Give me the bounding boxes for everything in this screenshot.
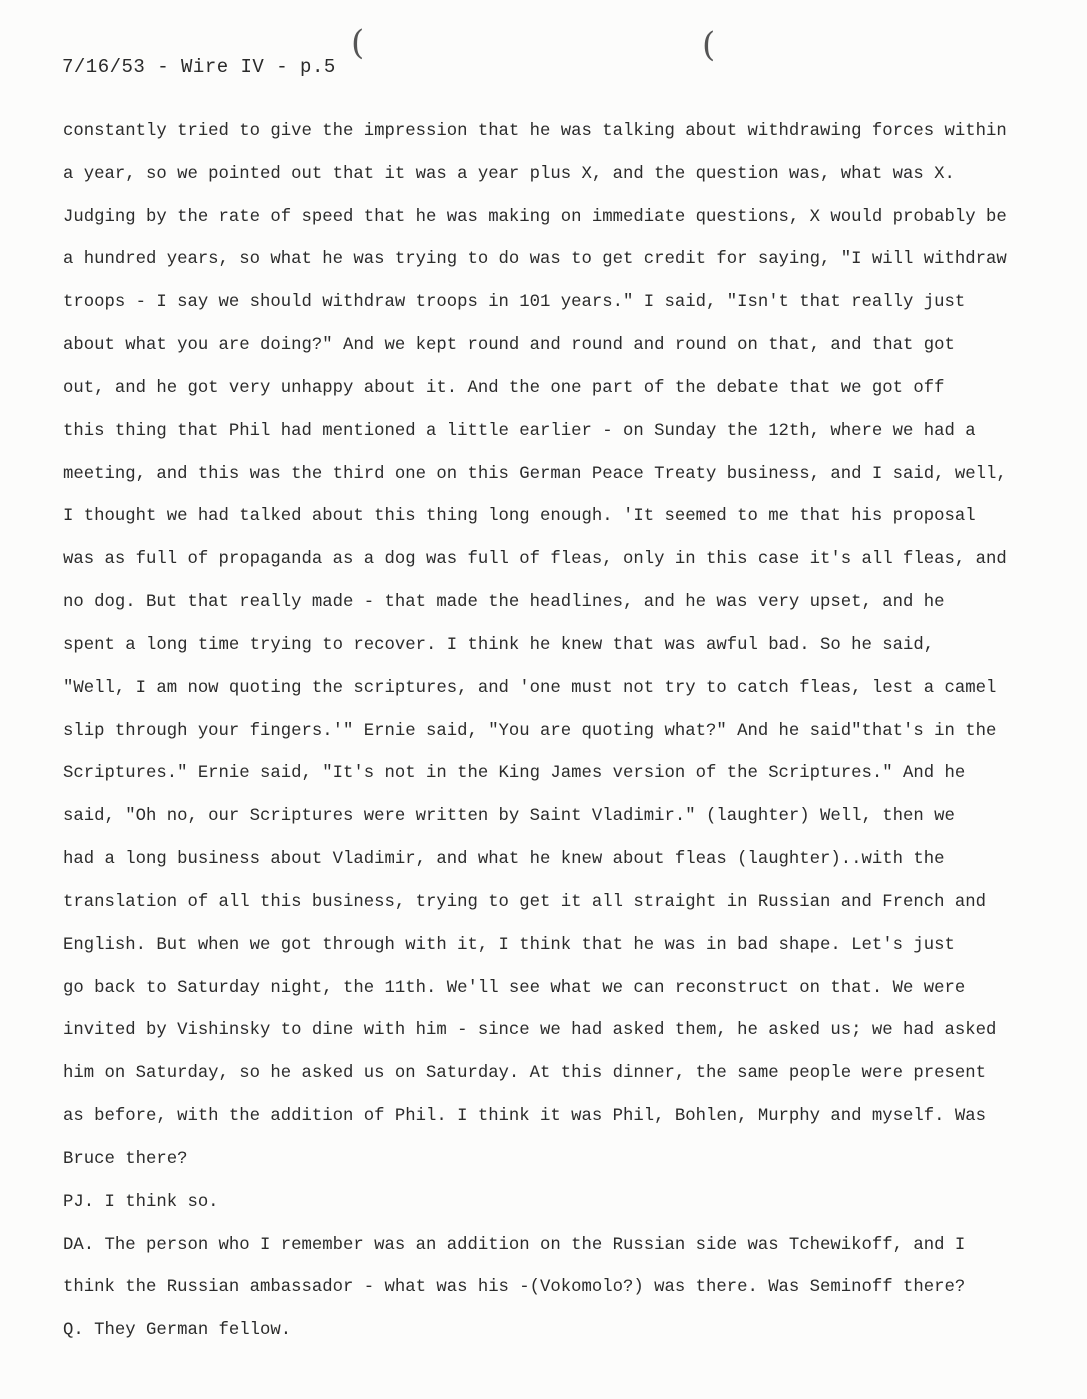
speaker-line: DA. The person who I remember was an addition on the Russian side was Tchewikoff, and I	[63, 1235, 966, 1255]
text-line: a hundred years, so what he was trying to do was to get credit for saying, "I will withdraw	[63, 250, 1007, 270]
speaker-line: PJ. I think so.	[63, 1192, 219, 1212]
margin-mark: (	[702, 25, 716, 65]
text-line: a year, so we pointed out that it was a year plus X, and the question was, what was X.	[63, 164, 955, 184]
margin-mark: (	[351, 23, 365, 63]
text-line: out, and he got very unhappy about it. And the one part of the debate that we got off	[63, 378, 945, 398]
text-line: about what you are doing?" And we kept round and round and round on that, and that got	[63, 336, 955, 356]
text-line: "Well, I am now quoting the scriptures, and 'one must not try to catch fleas, lest a camel	[63, 678, 997, 698]
text-line: English. But when we got through with it, I think that he was in bad shape. Let's just	[63, 935, 955, 955]
page-header: 7/16/53 - Wire IV - p.5	[62, 56, 336, 78]
text-line: think the Russian ambassador - what was his -(Vokomolo?) was there. Was Seminoff there?	[63, 1278, 966, 1298]
text-line: him on Saturday, so he asked us on Saturday. At this dinner, the same people were present	[63, 1064, 986, 1084]
text-line: as before, with the addition of Phil. I think it was Phil, Bohlen, Murphy and myself. Was	[63, 1107, 986, 1127]
text-line: had a long business about Vladimir, and what he knew about fleas (laughter)..with the	[63, 850, 945, 870]
text-line: troops - I say we should withdraw troops in 101 years." I said, "Isn't that really just	[63, 293, 966, 313]
text-line: Scriptures." Ernie said, "It's not in the King James version of the Scriptures." And he	[63, 764, 966, 784]
text-line: go back to Saturday night, the 11th. We'll see what we can reconstruct on that. We were	[63, 978, 966, 998]
speaker-line: Q. They German fellow.	[63, 1321, 292, 1341]
text-line: Bruce there?	[63, 1149, 188, 1169]
text-line: meeting, and this was the third one on this German Peace Treaty business, and I said, well,	[63, 464, 1007, 484]
text-line: said, "Oh no, our Scriptures were written by Saint Vladimir." (laughter) Well, then we	[63, 807, 955, 827]
text-line: Judging by the rate of speed that he was making on immediate questions, X would probably be	[63, 207, 1007, 227]
text-line: invited by Vishinsky to dine with him - since we had asked them, he asked us; we had asked	[63, 1021, 997, 1041]
text-line: no dog. But that really made - that made the headlines, and he was very upset, and he	[63, 593, 945, 613]
transcript-body	[63, 117, 1053, 1359]
text-line: I thought we had talked about this thing long enough. 'It seemed to me that his proposal	[63, 507, 976, 527]
text-line: constantly tried to give the impression that he was talking about withdrawing forces within	[63, 122, 1007, 141]
text-line: translation of all this business, trying to get it all straight in Russian and French and	[63, 892, 986, 912]
text-line: spent a long time trying to recover. I think he knew that was awful bad. So he said,	[63, 635, 935, 655]
text-line: this thing that Phil had mentioned a little earlier - on Sunday the 12th, where we had a	[63, 421, 976, 441]
text-line: slip through your fingers.'" Ernie said, "You are quoting what?" And he said"that's in the	[63, 721, 997, 741]
text-line: was as full of propaganda as a dog was full of fleas, only in this case it's all fleas, and	[63, 550, 1007, 570]
